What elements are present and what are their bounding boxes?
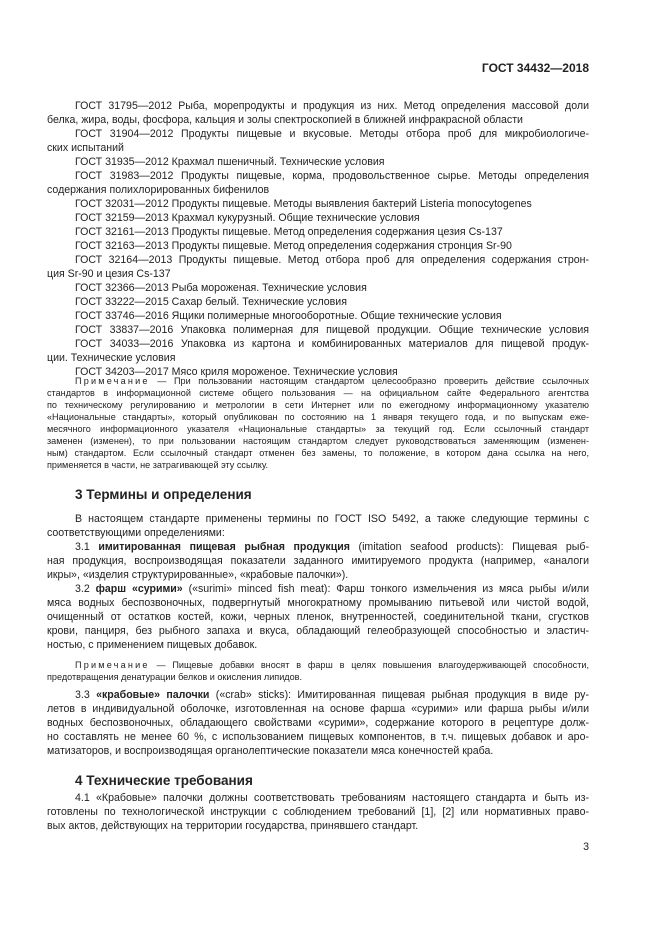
text-line: [47, 624, 589, 638]
text-line: [47, 791, 589, 805]
text-segment: стандартов в информационной системе общего пользования — на официальном сайте Федерального агентства: [47, 388, 589, 398]
section-3-heading: 3 Термины и определения: [75, 487, 252, 502]
text-segment: крови, панциря, без рыбного запаха и вкуса, обладающий гелеобразующей способностью и эластич-: [47, 625, 589, 637]
text-line: [47, 211, 589, 225]
text-line: [47, 375, 589, 387]
text-line: [47, 99, 589, 113]
text-segment: соответствующими определениями:: [47, 527, 225, 539]
text-segment: 3.2: [75, 583, 96, 595]
text-line: [47, 638, 589, 652]
text-line: [47, 351, 589, 365]
text-line: [47, 568, 589, 582]
text-line: [47, 459, 589, 471]
text-segment: ным) стандартом. Если ссылочный стандарт отменен без замены, то положение, в котором дана ссылка на него,: [47, 448, 589, 458]
text-segment: мяса водных беспозвоночных, подвергнутый многократному промыванию питьевой или чистой водой,: [47, 597, 589, 609]
text-segment: («surimi» minced fish meat): Фарш тонкого измельчения из мяса рыбы и/или: [182, 583, 589, 595]
text-segment: ГОСТ 33222—2015 Сахар белый. Технические условия: [75, 296, 347, 308]
text-line: [47, 141, 589, 155]
text-line: [47, 337, 589, 351]
text-segment: — При пользовании настоящим стандартом целесообразно проверить действие ссылочных: [149, 376, 589, 386]
text-segment: ции. Технические условия: [47, 352, 176, 364]
surimi-note: [47, 659, 589, 683]
text-segment: ГОСТ 34033—2016 Упаковка из картона и комбинированных материалов для пищевой продук-: [75, 338, 589, 350]
text-line: [47, 540, 589, 554]
text-segment: ГОСТ 31904—2012 Продукты пищевые и вкусовые. Методы отбора проб для микробиологиче-: [75, 128, 589, 140]
text-line: [47, 512, 589, 526]
text-line: [47, 582, 589, 596]
text-segment: водных беспозвоночных, обладающего свойствами «сурими», содержание которого в рецептуре долж-: [47, 717, 589, 729]
text-line: [47, 596, 589, 610]
text-segment: ГОСТ 31983—2012 Продукты пищевые, корма, продовольственное сырье. Методы определения: [75, 170, 589, 182]
term-name: «крабовые» палочки: [96, 689, 210, 701]
text-line: [47, 610, 589, 624]
text-line: [47, 671, 589, 683]
references-note: [47, 375, 589, 471]
text-segment: летов в индивидуальной оболочке, изготовленная на основе фарша «сурими» или фарша рыбы и/или: [47, 703, 589, 715]
text-line: [47, 295, 589, 309]
normative-references-list: [47, 99, 589, 379]
term-3-3-crab-sticks: [47, 688, 589, 758]
text-line: [47, 526, 589, 540]
text-segment: (imitation seafood products): Пищевая рыб-: [349, 541, 589, 553]
text-segment: месячного информационного указателя «Национальные стандарты» за текущий год. Если ссылочный стандарт: [47, 424, 589, 434]
text-segment: ГОСТ 32164—2013 Продукты пищевые. Метод отбора проб для определения содержания строн-: [75, 254, 589, 266]
text-line: [47, 447, 589, 459]
text-segment: ГОСТ 32163—2013 Продукты пищевые. Метод определения содержания стронция Sr-90: [75, 240, 512, 252]
text-segment: применяется в части, не затрагивающей эту ссылку.: [47, 460, 269, 470]
text-segment: белка, жира, воды, фосфора, кальция и золы спектроскопией в ближней инфракрасной области: [47, 114, 523, 126]
text-segment: 3.3: [75, 689, 97, 701]
text-segment: заменен (изменен), то при пользовании настоящим стандартом следует руководствоваться заменяющим (изменен-: [47, 436, 589, 446]
text-line: [47, 659, 589, 671]
text-line: [47, 411, 589, 423]
text-segment: ГОСТ 33837—2016 Упаковка полимерная для пищевой продукции. Общие технические условия: [75, 324, 589, 336]
text-segment: 4.1 «Крабовые» палочки должны соответствовать требованиям настоящего стандарта и быть из-: [75, 792, 589, 804]
text-segment: вых актов, действующих на территории государства, принявшего стандарт.: [47, 820, 419, 832]
text-segment: ГОСТ 31795—2012 Рыба, морепродукты и продукция из них. Метод определения массовой доли: [75, 100, 589, 112]
text-line: [47, 554, 589, 568]
text-segment: но составлять не менее 60 %, с использованием пищевых компонентов, в т.ч. пищевых добавок и аро-: [47, 731, 589, 743]
text-segment: по техническому регулированию и метрологии в сети Интернет или по ежегодному информационному указателю: [47, 400, 589, 410]
text-segment: готовлены по технологической инструкции с соблюдением требований [1], [2] или нормативных право-: [47, 806, 589, 818]
text-line: [47, 423, 589, 435]
text-segment: ГОСТ 32161—2013 Продукты пищевые. Метод определения содержания цезия Cs-137: [75, 226, 503, 238]
text-line: [47, 702, 589, 716]
text-line: [47, 127, 589, 141]
text-line: [47, 183, 589, 197]
text-line: [47, 819, 589, 833]
text-segment: ностью, с применением пищевых добавок.: [47, 639, 258, 651]
text-segment: предотвращения денатурации белков и окисления липидов.: [47, 672, 303, 682]
section-4-heading: 4 Технические требования: [75, 773, 253, 788]
text-line: [47, 730, 589, 744]
text-segment: ских испытаний: [47, 142, 124, 154]
term-name: фарш «сурими»: [95, 583, 183, 595]
text-segment: содержания полихлорированных бифенилов: [47, 184, 270, 196]
text-segment: ГОСТ 34203—2017 Мясо криля мороженое. Технические условия: [75, 366, 398, 378]
text-segment: 3.1: [75, 541, 99, 553]
text-segment: икры», «изделия структурированные», «крабовые палочки»).: [47, 569, 349, 581]
text-segment: В настоящем стандарте применены термины по ГОСТ ISO 5492, а также следующие термины с: [75, 513, 589, 525]
text-segment: («crab» sticks): Имитированная пищевая рыбная продукция в виде ру-: [209, 689, 589, 701]
text-line: [47, 169, 589, 183]
text-segment: ция Sr-90 и цезия Cs-137: [47, 268, 171, 280]
note-label: Примечание: [75, 660, 150, 670]
text-line: [47, 225, 589, 239]
note-label: Примечание: [75, 376, 150, 386]
text-line: [47, 435, 589, 447]
text-line: [47, 399, 589, 411]
text-segment: ГОСТ 32366—2013 Рыба мороженая. Технические условия: [75, 282, 367, 294]
text-line: [47, 267, 589, 281]
text-line: [47, 113, 589, 127]
text-segment: ГОСТ 31935—2012 Крахмал пшеничный. Технические условия: [75, 156, 385, 168]
text-segment: матизаторов, и воспроизводящая органолептические показатели мяса конечностей краба.: [47, 745, 494, 757]
text-segment: ГОСТ 32031—2012 Продукты пищевые. Методы выявления бактерий Listeria monocytogenes: [75, 198, 532, 210]
section-3-terms: [47, 512, 589, 652]
page-number: 3: [583, 841, 589, 853]
text-segment: очищенный от остатков костей, кожи, черных пленок, внутренностей, соединительной ткани, сгустков: [47, 611, 589, 623]
text-segment: ная продукция, воспроизводящая показатели заданного имитируемого продукта (например, «аналоги: [47, 555, 589, 567]
text-line: [47, 309, 589, 323]
term-name: имитированная пищевая рыбная продукция: [98, 541, 350, 553]
text-line: [47, 716, 589, 730]
text-line: [47, 253, 589, 267]
section-4-1-text: [47, 791, 589, 833]
text-line: [47, 805, 589, 819]
text-line: [47, 281, 589, 295]
text-segment: — Пищевые добавки вносят в фарш в целях повышения влагоудерживающей способности,: [149, 660, 589, 670]
text-line: [47, 744, 589, 758]
text-line: [47, 688, 589, 702]
document-header: ГОСТ 34432—2018: [481, 61, 589, 75]
text-line: [47, 387, 589, 399]
text-line: [47, 155, 589, 169]
text-segment: «Национальные стандарты», который опубликован по состоянию на 1 января текущего года, и по выпускам еже-: [47, 412, 589, 422]
text-line: [47, 197, 589, 211]
text-line: [47, 239, 589, 253]
text-segment: ГОСТ 32159—2013 Крахмал кукурузный. Общие технические условия: [75, 212, 420, 224]
text-line: [47, 323, 589, 337]
text-segment: ГОСТ 33746—2016 Ящики полимерные многооборотные. Общие технические условия: [75, 310, 502, 322]
